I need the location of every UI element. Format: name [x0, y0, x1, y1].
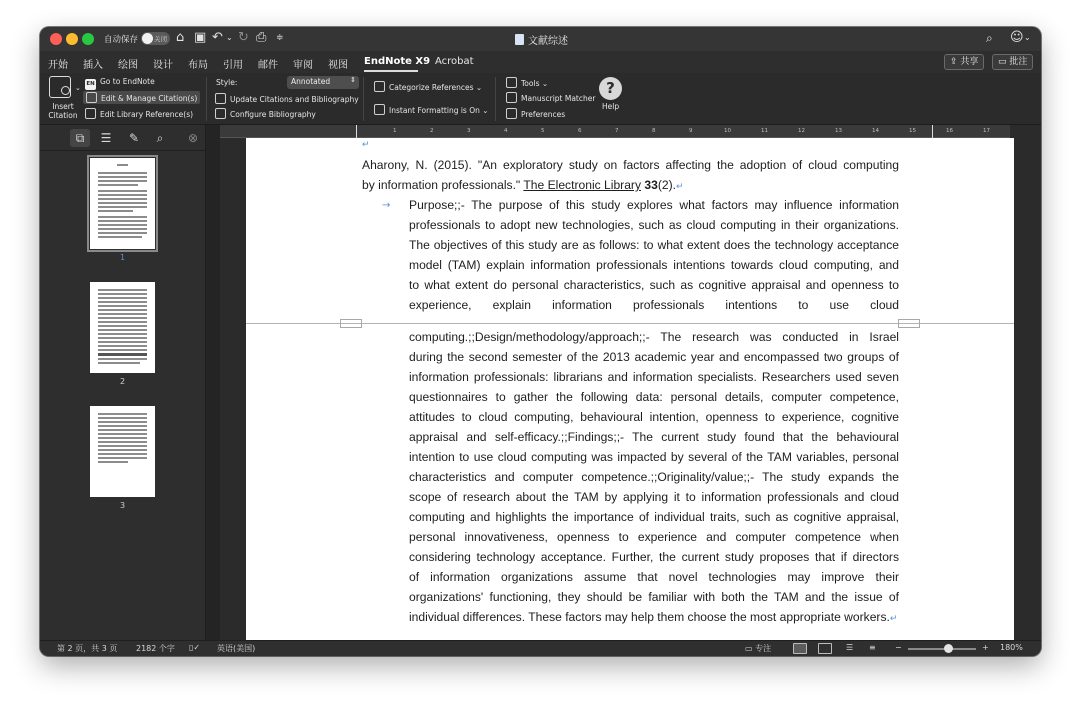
instant-formatting-button[interactable]: [374, 104, 489, 115]
abstract-line: to what extent do personal characteristics, such as cognitive appraisal and openness to: [409, 278, 899, 292]
ruler-number: 13: [835, 128, 842, 134]
ruler-number: 2: [430, 128, 434, 134]
abstract-line: computing.;;Design/methodology/approach;;- The research was conducted in Israel: [409, 330, 899, 344]
style-label: Style:: [216, 78, 238, 87]
undo-icon[interactable]: ↶: [212, 30, 223, 45]
tab-design[interactable]: 设计: [153, 60, 173, 71]
tab-mailings[interactable]: 邮件: [258, 60, 278, 71]
configure-bibliography-label: Configure Bibliography: [230, 110, 316, 119]
toggle-knob: [142, 33, 153, 44]
edit-notes-icon[interactable]: ✎: [128, 131, 140, 145]
update-citations-button[interactable]: [215, 93, 359, 104]
left-indent-marker[interactable]: [356, 125, 357, 138]
navigation-pane: [40, 125, 206, 640]
paragraph-mark-icon: ↵: [675, 181, 684, 191]
tab-acrobat[interactable]: Acrobat: [435, 56, 474, 67]
go-to-endnote-button[interactable]: [85, 77, 155, 90]
abstract-line: individual differences. These factors may help them choose the most appropriate workers.: [409, 610, 890, 624]
outline-icon[interactable]: ☰: [100, 131, 112, 145]
categorize-label: Categorize References: [389, 83, 474, 92]
proofing-icon[interactable]: ▯✓: [189, 643, 201, 652]
document-canvas[interactable]: [220, 138, 1041, 640]
ruler-number: 7: [615, 128, 619, 134]
share-button[interactable]: [944, 54, 984, 70]
abstract-line: attitudes to cloud computing, behavioural intention, openness to experience, cognitive: [409, 410, 899, 424]
customize-toolbar-icon[interactable]: ≑: [276, 33, 284, 43]
document-title: [515, 32, 568, 47]
redo-icon[interactable]: ↻: [238, 30, 249, 45]
page-thumbnail-2[interactable]: [90, 282, 155, 373]
ruler-number: 14: [872, 128, 879, 134]
abstract-line: experience, explain information professionals intentions to use cloud: [409, 298, 899, 312]
web-layout-view-button[interactable]: [818, 643, 832, 654]
empty-paragraph: [362, 138, 370, 154]
tab-home[interactable]: 开始: [48, 60, 68, 71]
ruler-number: 9: [689, 128, 693, 134]
tab-layout[interactable]: 布局: [188, 60, 208, 71]
tools-icon: [506, 77, 517, 88]
document-title-text: 文献综述: [528, 36, 568, 47]
zoom-slider-knob[interactable]: [944, 644, 953, 653]
instant-formatting-icon: [374, 104, 385, 115]
focus-label: 专注: [755, 644, 772, 653]
update-icon: [215, 93, 226, 104]
tab-endnote[interactable]: EndNote X9: [364, 56, 431, 67]
ribbon-separator: [495, 77, 496, 121]
update-citations-label: Update Citations and Bibliography: [230, 95, 359, 104]
word-window: [40, 27, 1041, 656]
go-to-endnote-label: Go to EndNote: [100, 77, 155, 86]
manuscript-matcher-icon: [506, 92, 517, 103]
edit-library-references-button[interactable]: [85, 108, 193, 119]
ruler-number: 10: [724, 128, 731, 134]
insert-citation-icon[interactable]: [49, 76, 71, 98]
abstract-line: model (TAM) explain information professionals intentions towards cloud computing, and: [409, 258, 899, 272]
ruler-number: 16: [946, 128, 953, 134]
ruler-number: 5: [541, 128, 545, 134]
search-icon[interactable]: ⌕: [986, 31, 993, 45]
abstract-line: Purpose;;- The purpose of this study explores what factors may influence information: [409, 198, 899, 212]
pane-divider[interactable]: [206, 125, 220, 640]
edit-library-label: Edit Library Reference(s): [100, 110, 194, 119]
share-label: 共享: [960, 57, 979, 67]
abstract-line: computing and highlights the importance of individual traits, such as cognitive appraisal,: [409, 510, 899, 524]
style-select[interactable]: [287, 76, 359, 89]
reference-volume: 33: [641, 178, 658, 192]
left-margin-marker: [340, 319, 362, 328]
autosave-state: 关闭: [154, 35, 167, 43]
ruler-number: 6: [578, 128, 582, 134]
edit-citation-icon: [86, 92, 97, 103]
page-thumbnail-1[interactable]: [90, 158, 155, 249]
preferences-label: Preferences: [521, 110, 566, 119]
reference-authors-title: by information professionals.": [362, 178, 524, 192]
edit-library-icon: [85, 108, 96, 119]
page-label-3: 3: [119, 501, 126, 510]
ribbon-tabs: [40, 51, 1041, 73]
active-tab-indicator: [364, 70, 418, 72]
zoom-out-icon[interactable]: −: [895, 643, 902, 652]
abstract-last-line: [409, 607, 897, 628]
autosave-toggle[interactable]: [141, 32, 170, 45]
search-icon[interactable]: ⌕: [156, 131, 164, 145]
ribbon-separator: [206, 77, 207, 121]
abstract-line: of information organizations assume that novel technologies may improve their: [409, 570, 899, 584]
right-indent-marker[interactable]: [932, 125, 933, 138]
ruler-number: 12: [798, 128, 805, 134]
outline-view-icon[interactable]: ☰: [846, 643, 854, 652]
abstract-line: characteristics and computer competence.;;Originality/value;;- The study expands the: [409, 470, 899, 484]
horizontal-ruler[interactable]: [220, 125, 1010, 138]
document-icon: [515, 34, 524, 45]
word-count[interactable]: 2182 个字: [136, 644, 175, 653]
endnote-icon: EN: [85, 79, 96, 90]
help-icon[interactable]: ?: [599, 77, 622, 100]
tab-view[interactable]: 视图: [328, 60, 348, 71]
manuscript-matcher-label: Manuscript Matcher: [521, 94, 596, 103]
page-label-1: 1: [119, 253, 126, 262]
abstract-line: considering technology acceptance. Further, the current study proposes that if directors: [409, 550, 899, 564]
account-icon[interactable]: ☺: [1010, 30, 1024, 45]
abstract-line: The objectives of this study are as follows: to what extent does the technology acceptance: [409, 238, 899, 252]
close-pane-icon[interactable]: ⊗: [187, 131, 199, 145]
ruler-number: 15: [909, 128, 916, 134]
manuscript-matcher-button[interactable]: [506, 92, 595, 103]
insert-citation-label[interactable]: Insert Citation: [48, 102, 78, 120]
thumbnails-icon[interactable]: ⧉: [70, 129, 90, 147]
paragraph-mark-icon: ↵: [889, 613, 898, 623]
close-window-button[interactable]: [50, 33, 62, 45]
chevron-down-icon: ⌄: [473, 83, 483, 92]
help-label[interactable]: Help: [602, 102, 620, 111]
reference-issue: (2).: [657, 178, 676, 192]
minimize-window-button[interactable]: [66, 33, 78, 45]
navigation-toolbar: [40, 125, 206, 151]
focus-button[interactable]: [745, 643, 771, 654]
preferences-icon: [506, 108, 517, 119]
tab-draw[interactable]: 绘图: [118, 60, 138, 71]
abstract-line: scope of research about the TAM by applying it to information professionals and cloud: [409, 490, 899, 504]
tools-button[interactable]: [506, 77, 548, 88]
home-icon[interactable]: ⌂: [176, 30, 185, 45]
preferences-button[interactable]: [506, 108, 565, 119]
zoom-window-button[interactable]: [82, 33, 94, 45]
style-value: Annotated: [291, 77, 331, 86]
chevron-down-icon: ⌄: [479, 106, 489, 115]
account-dropdown-icon[interactable]: ⌄: [1024, 33, 1031, 42]
tab-review[interactable]: 审阅: [293, 60, 313, 71]
endnote-ribbon: [40, 73, 1041, 125]
document-page[interactable]: [246, 138, 1014, 640]
comment-icon: ▭: [998, 57, 1010, 67]
focus-icon: ▭: [745, 644, 756, 653]
ruler-number: 8: [652, 128, 656, 134]
ruler-number: 17: [983, 128, 990, 134]
zoom-in-icon[interactable]: +: [982, 643, 989, 652]
title-bar: [40, 27, 1041, 51]
abstract-line: professionals to adopt new technologies, such as cloud computing in their organizations.: [409, 218, 899, 232]
chevron-down-icon: ⌄: [539, 79, 549, 88]
reference-line-2: [362, 175, 684, 196]
page-count[interactable]: 第 2 页，共 3 页: [57, 644, 118, 653]
print-layout-view-button[interactable]: [793, 643, 807, 654]
language[interactable]: 英语(美国): [217, 644, 256, 653]
ruler-number: 3: [467, 128, 471, 134]
undo-dropdown-icon[interactable]: ⌄: [226, 33, 233, 42]
configure-icon: [215, 108, 226, 119]
abstract-line: organizations' functioning, they should be familiar with both the TAM and the issue of: [409, 590, 899, 604]
tab-arrow-icon: →: [382, 200, 391, 211]
reference-line-1: Aharony, N. (2015). "An exploratory study on factors affecting the adoption of cloud computing: [362, 158, 899, 172]
abstract-line: questionnaires to gather the following data: personal details, computer competence,: [409, 390, 899, 404]
comments-label: 批注: [1009, 57, 1028, 67]
abstract-line: intention to use cloud computing was impacted by several of the TAM variables, personal: [409, 450, 899, 464]
save-icon[interactable]: ▣: [194, 30, 207, 45]
abstract-line: during the second semester of the 2013 academic year and encompassed two groups of: [409, 350, 899, 364]
configure-bibliography-button[interactable]: [215, 108, 316, 119]
tab-references[interactable]: 引用: [223, 60, 243, 71]
page-label-2: 2: [119, 377, 126, 386]
insert-citation-dropdown-icon[interactable]: ⌄: [75, 84, 81, 92]
edit-manage-label: Edit & Manage Citation(s): [101, 94, 198, 103]
categorize-references-button[interactable]: [374, 81, 482, 92]
abstract-line: personal innovativeness, openness to experience and computer competence when: [409, 530, 899, 544]
page-thumbnail-3[interactable]: [90, 406, 155, 497]
autosave-label: 自动保存: [104, 35, 139, 45]
ruler-number: 11: [761, 128, 768, 134]
share-icon: ⇪: [950, 57, 961, 67]
reference-journal: The Electronic Library: [523, 178, 641, 192]
tools-label: Tools: [521, 79, 540, 88]
abstract-line: appraisal and self-efficacy.;;Findings;;- The current study found that the behavioural: [409, 430, 899, 444]
tab-insert[interactable]: 插入: [83, 60, 103, 71]
categorize-icon: [374, 81, 385, 92]
ruler-number: 1: [393, 128, 397, 134]
zoom-slider[interactable]: [908, 648, 976, 650]
select-arrows-icon: ⇕: [350, 76, 356, 84]
paragraph-mark-icon: ↵: [362, 139, 370, 149]
comments-button[interactable]: [992, 54, 1033, 70]
draft-view-icon[interactable]: ≡: [869, 643, 876, 652]
print-icon[interactable]: ⎙: [256, 30, 267, 45]
instant-formatting-label: Instant Formatting is On: [389, 106, 480, 115]
right-margin-marker: [898, 319, 920, 328]
zoom-level[interactable]: 180%: [1000, 643, 1023, 652]
ruler-number: 4: [504, 128, 508, 134]
edit-manage-citations-button[interactable]: [83, 91, 200, 104]
abstract-line: information professionals: librarians and information specialists. Researchers used seven: [409, 370, 899, 384]
ribbon-separator: [363, 77, 364, 121]
status-bar: [40, 640, 1041, 656]
